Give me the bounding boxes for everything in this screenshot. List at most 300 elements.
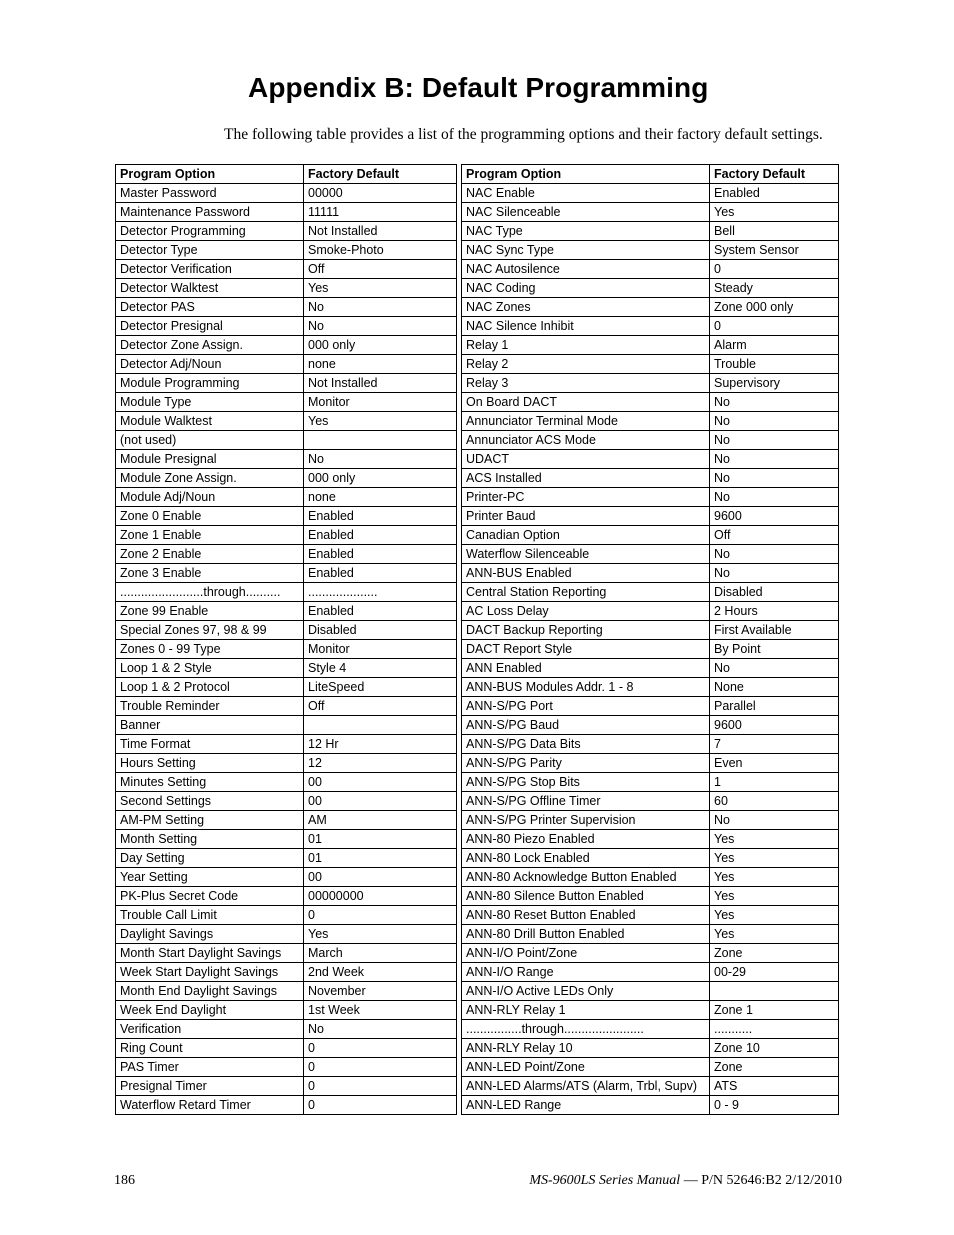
table-row — [462, 469, 839, 488]
factory-default-cell: No — [710, 431, 839, 450]
table-row — [462, 184, 839, 203]
factory-default-cell: 0 - 9 — [710, 1096, 839, 1115]
program-option-cell: Module Adj/Noun — [116, 488, 304, 507]
table-row — [462, 355, 839, 374]
table-row — [116, 868, 457, 887]
defaults-table-right — [461, 164, 839, 1115]
program-option-cell: ANN-I/O Active LEDs Only — [462, 982, 710, 1001]
factory-default-cell: 000 only — [304, 469, 457, 488]
factory-default-cell: none — [304, 355, 457, 374]
factory-default-cell: No — [710, 659, 839, 678]
factory-default-cell: Zone 10 — [710, 1039, 839, 1058]
factory-default-cell: 01 — [304, 849, 457, 868]
program-option-cell: Zone 0 Enable — [116, 507, 304, 526]
program-option-cell: Detector PAS — [116, 298, 304, 317]
program-option-cell: Detector Verification — [116, 260, 304, 279]
table-row — [462, 925, 839, 944]
table-row — [116, 640, 457, 659]
table-row — [116, 1096, 457, 1115]
table-row — [116, 374, 457, 393]
table-row — [462, 298, 839, 317]
program-option-cell: Module Walktest — [116, 412, 304, 431]
program-option-cell: NAC Autosilence — [462, 260, 710, 279]
factory-default-cell: LiteSpeed — [304, 678, 457, 697]
manual-title: MS-9600LS Series Manual — [529, 1173, 681, 1188]
table-row — [116, 678, 457, 697]
table-row — [462, 830, 839, 849]
factory-default-cell: 00 — [304, 868, 457, 887]
table-row — [462, 507, 839, 526]
table-row — [116, 507, 457, 526]
table-row — [462, 659, 839, 678]
factory-default-cell: 00 — [304, 773, 457, 792]
factory-default-cell: Off — [304, 260, 457, 279]
factory-default-cell: Smoke-Photo — [304, 241, 457, 260]
table-row — [462, 1096, 839, 1115]
table-row — [116, 317, 457, 336]
table-row — [116, 735, 457, 754]
header-factory-default: Factory Default — [710, 165, 839, 184]
table-row — [116, 222, 457, 241]
table-row — [116, 1001, 457, 1020]
table-row — [462, 716, 839, 735]
program-option-cell: Printer Baud — [462, 507, 710, 526]
factory-default-cell — [304, 716, 457, 735]
factory-default-cell: Steady — [710, 279, 839, 298]
factory-default-cell: No — [710, 450, 839, 469]
table-row — [462, 412, 839, 431]
table-row — [462, 545, 839, 564]
defaults-table-left — [115, 164, 457, 1115]
program-option-cell: Detector Walktest — [116, 279, 304, 298]
table-row — [462, 260, 839, 279]
program-option-cell: Second Settings — [116, 792, 304, 811]
factory-default-cell: No — [304, 450, 457, 469]
table-row — [116, 887, 457, 906]
factory-default-cell: 00000000 — [304, 887, 457, 906]
program-option-cell: ANN-S/PG Parity — [462, 754, 710, 773]
table-row — [462, 754, 839, 773]
table-row — [116, 963, 457, 982]
table-row — [462, 564, 839, 583]
header-program-option: Program Option — [116, 165, 304, 184]
factory-default-cell: Yes — [710, 925, 839, 944]
program-option-cell: NAC Zones — [462, 298, 710, 317]
table-row — [462, 773, 839, 792]
factory-default-cell: Enabled — [304, 602, 457, 621]
table-row — [116, 602, 457, 621]
table-row — [462, 393, 839, 412]
program-option-cell: Module Presignal — [116, 450, 304, 469]
factory-default-cell: 000 only — [304, 336, 457, 355]
program-option-cell: Waterflow Retard Timer — [116, 1096, 304, 1115]
factory-default-cell: Zone — [710, 1058, 839, 1077]
factory-default-cell: 0 — [304, 1096, 457, 1115]
factory-default-cell: November — [304, 982, 457, 1001]
factory-default-cell: No — [304, 1020, 457, 1039]
table-row — [462, 450, 839, 469]
program-option-cell: Zone 99 Enable — [116, 602, 304, 621]
program-option-cell: ANN-RLY Relay 10 — [462, 1039, 710, 1058]
program-option-cell: ANN-LED Alarms/ATS (Alarm, Trbl, Supv) — [462, 1077, 710, 1096]
factory-default-cell: No — [710, 488, 839, 507]
table-row — [462, 336, 839, 355]
table-row — [462, 1039, 839, 1058]
table-row — [116, 773, 457, 792]
program-option-cell: Day Setting — [116, 849, 304, 868]
factory-default-cell: Style 4 — [304, 659, 457, 678]
table-row — [462, 811, 839, 830]
table-row — [462, 963, 839, 982]
program-option-cell: Ring Count — [116, 1039, 304, 1058]
table-row — [116, 203, 457, 222]
table-row — [116, 488, 457, 507]
program-option-cell: Verification — [116, 1020, 304, 1039]
table-row — [462, 792, 839, 811]
program-option-cell: Week Start Daylight Savings — [116, 963, 304, 982]
table-row — [116, 393, 457, 412]
table-row — [116, 925, 457, 944]
program-option-cell: ANN-S/PG Stop Bits — [462, 773, 710, 792]
table-row — [116, 241, 457, 260]
program-option-cell: Detector Programming — [116, 222, 304, 241]
factory-default-cell: Monitor — [304, 393, 457, 412]
program-option-cell: ANN Enabled — [462, 659, 710, 678]
program-option-cell: Presignal Timer — [116, 1077, 304, 1096]
program-option-cell: Module Programming — [116, 374, 304, 393]
program-option-cell: ........................through.......... — [116, 583, 304, 602]
table-row — [462, 678, 839, 697]
table-row — [462, 1001, 839, 1020]
factory-default-cell: 0 — [304, 906, 457, 925]
factory-default-cell: 0 — [710, 260, 839, 279]
table-row — [462, 944, 839, 963]
table-row — [116, 830, 457, 849]
program-option-cell: Maintenance Password — [116, 203, 304, 222]
table-row — [462, 488, 839, 507]
program-option-cell: On Board DACT — [462, 393, 710, 412]
table-header-row — [462, 165, 839, 184]
table-row — [462, 640, 839, 659]
factory-default-cell: none — [304, 488, 457, 507]
program-option-cell: ANN-RLY Relay 1 — [462, 1001, 710, 1020]
program-option-cell: Central Station Reporting — [462, 583, 710, 602]
program-option-cell: ANN-S/PG Data Bits — [462, 735, 710, 754]
factory-default-cell: 60 — [710, 792, 839, 811]
table-row — [462, 868, 839, 887]
table-row — [116, 583, 457, 602]
table-row — [116, 1077, 457, 1096]
factory-default-cell: No — [304, 298, 457, 317]
table-row — [116, 754, 457, 773]
program-option-cell: Daylight Savings — [116, 925, 304, 944]
factory-default-cell: Yes — [710, 830, 839, 849]
factory-default-cell — [304, 431, 457, 450]
program-option-cell: Loop 1 & 2 Protocol — [116, 678, 304, 697]
part-number: — P/N 52646:B2 2/12/2010 — [680, 1173, 842, 1188]
program-option-cell: ANN-I/O Point/Zone — [462, 944, 710, 963]
program-option-cell: Detector Presignal — [116, 317, 304, 336]
factory-default-cell: Yes — [710, 868, 839, 887]
table-row — [462, 1058, 839, 1077]
factory-default-cell: First Available — [710, 621, 839, 640]
program-option-cell: Annunciator ACS Mode — [462, 431, 710, 450]
program-option-cell: Module Zone Assign. — [116, 469, 304, 488]
table-row — [116, 260, 457, 279]
factory-default-cell: Yes — [304, 412, 457, 431]
table-row — [462, 583, 839, 602]
factory-default-cell: 7 — [710, 735, 839, 754]
factory-default-cell: 1 — [710, 773, 839, 792]
table-row — [462, 906, 839, 925]
factory-default-cell: Trouble — [710, 355, 839, 374]
factory-default-cell: .................... — [304, 583, 457, 602]
table-header-row — [116, 165, 457, 184]
table-row — [116, 1058, 457, 1077]
program-option-cell: ANN-BUS Modules Addr. 1 - 8 — [462, 678, 710, 697]
factory-default-cell: None — [710, 678, 839, 697]
program-option-cell: NAC Coding — [462, 279, 710, 298]
intro-paragraph: The following table provides a list of the programming options and their factory default settings. — [224, 126, 823, 143]
program-option-cell: ANN-80 Piezo Enabled — [462, 830, 710, 849]
table-row — [462, 374, 839, 393]
table-row — [462, 317, 839, 336]
table-row — [116, 906, 457, 925]
factory-default-cell: Yes — [304, 925, 457, 944]
factory-default-cell: 12 Hr — [304, 735, 457, 754]
program-option-cell: Detector Adj/Noun — [116, 355, 304, 374]
factory-default-cell: Yes — [710, 906, 839, 925]
table-row — [116, 450, 457, 469]
program-option-cell: Week End Daylight — [116, 1001, 304, 1020]
table-row — [116, 298, 457, 317]
factory-default-cell: 01 — [304, 830, 457, 849]
factory-default-cell: ATS — [710, 1077, 839, 1096]
factory-default-cell: Yes — [710, 849, 839, 868]
table-row — [116, 279, 457, 298]
program-option-cell: ANN-S/PG Offline Timer — [462, 792, 710, 811]
table-row — [116, 412, 457, 431]
factory-default-cell: 00 — [304, 792, 457, 811]
factory-default-cell: March — [304, 944, 457, 963]
program-option-cell: Time Format — [116, 735, 304, 754]
program-option-cell: Banner — [116, 716, 304, 735]
factory-default-cell: Not Installed — [304, 222, 457, 241]
factory-default-cell: Not Installed — [304, 374, 457, 393]
table-row — [462, 241, 839, 260]
program-option-cell: Special Zones 97, 98 & 99 — [116, 621, 304, 640]
program-option-cell: Year Setting — [116, 868, 304, 887]
factory-default-cell: 1st Week — [304, 1001, 457, 1020]
factory-default-cell: Zone — [710, 944, 839, 963]
factory-default-cell: Alarm — [710, 336, 839, 355]
program-option-cell: ANN-LED Point/Zone — [462, 1058, 710, 1077]
table-row — [462, 849, 839, 868]
factory-default-cell: Bell — [710, 222, 839, 241]
factory-default-cell: 00000 — [304, 184, 457, 203]
table-row — [462, 982, 839, 1001]
header-program-option: Program Option — [462, 165, 710, 184]
program-option-cell: NAC Type — [462, 222, 710, 241]
table-row — [462, 602, 839, 621]
table-row — [462, 526, 839, 545]
program-option-cell: Month Start Daylight Savings — [116, 944, 304, 963]
program-option-cell: DACT Report Style — [462, 640, 710, 659]
program-option-cell: Hours Setting — [116, 754, 304, 773]
program-option-cell: Waterflow Silenceable — [462, 545, 710, 564]
program-option-cell: Loop 1 & 2 Style — [116, 659, 304, 678]
table-row — [116, 469, 457, 488]
program-option-cell: (not used) — [116, 431, 304, 450]
program-option-cell: Trouble Call Limit — [116, 906, 304, 925]
program-option-cell: NAC Silenceable — [462, 203, 710, 222]
factory-default-cell: 0 — [710, 317, 839, 336]
factory-default-cell: Enabled — [304, 526, 457, 545]
table-row — [116, 811, 457, 830]
factory-default-cell: No — [304, 317, 457, 336]
factory-default-cell: System Sensor — [710, 241, 839, 260]
footer-manual-info — [529, 1173, 842, 1189]
program-option-cell: ANN-80 Lock Enabled — [462, 849, 710, 868]
factory-default-cell: No — [710, 469, 839, 488]
program-option-cell: Month End Daylight Savings — [116, 982, 304, 1001]
table-row — [116, 1020, 457, 1039]
factory-default-cell: ........... — [710, 1020, 839, 1039]
factory-default-cell: By Point — [710, 640, 839, 659]
program-option-cell: Zones 0 - 99 Type — [116, 640, 304, 659]
factory-default-cell: 00-29 — [710, 963, 839, 982]
factory-default-cell: No — [710, 545, 839, 564]
factory-default-cell: Yes — [304, 279, 457, 298]
program-option-cell: NAC Silence Inhibit — [462, 317, 710, 336]
table-row — [462, 203, 839, 222]
program-option-cell: Month Setting — [116, 830, 304, 849]
program-option-cell: NAC Enable — [462, 184, 710, 203]
program-option-cell: ANN-80 Drill Button Enabled — [462, 925, 710, 944]
table-row — [116, 545, 457, 564]
factory-default-cell: 2nd Week — [304, 963, 457, 982]
factory-default-cell: Disabled — [710, 583, 839, 602]
table-row — [462, 1077, 839, 1096]
program-option-cell: ANN-LED Range — [462, 1096, 710, 1115]
program-option-cell: Printer-PC — [462, 488, 710, 507]
program-option-cell: ANN-80 Silence Button Enabled — [462, 887, 710, 906]
program-option-cell: Zone 1 Enable — [116, 526, 304, 545]
program-option-cell: ANN-S/PG Printer Supervision — [462, 811, 710, 830]
program-option-cell: ANN-S/PG Port — [462, 697, 710, 716]
table-row — [116, 944, 457, 963]
factory-default-cell: Off — [304, 697, 457, 716]
factory-default-cell: Enabled — [710, 184, 839, 203]
program-option-cell: Zone 3 Enable — [116, 564, 304, 583]
factory-default-cell: No — [710, 811, 839, 830]
program-option-cell: Zone 2 Enable — [116, 545, 304, 564]
program-option-cell: Trouble Reminder — [116, 697, 304, 716]
page-number: 186 — [114, 1173, 135, 1188]
factory-default-cell: Zone 1 — [710, 1001, 839, 1020]
program-option-cell: UDACT — [462, 450, 710, 469]
factory-default-cell: Parallel — [710, 697, 839, 716]
table-row — [116, 716, 457, 735]
factory-default-cell: 0 — [304, 1077, 457, 1096]
program-option-cell: PAS Timer — [116, 1058, 304, 1077]
page-title: Appendix B: Default Programming — [248, 72, 709, 103]
program-option-cell: Detector Zone Assign. — [116, 336, 304, 355]
table-row — [462, 621, 839, 640]
table-row — [116, 621, 457, 640]
table-row — [116, 792, 457, 811]
table-row — [462, 431, 839, 450]
factory-default-cell: Even — [710, 754, 839, 773]
program-option-cell: Relay 1 — [462, 336, 710, 355]
factory-default-cell: 0 — [304, 1058, 457, 1077]
factory-default-cell: 9600 — [710, 716, 839, 735]
factory-default-cell: Disabled — [304, 621, 457, 640]
program-option-cell: AM-PM Setting — [116, 811, 304, 830]
factory-default-cell: Enabled — [304, 545, 457, 564]
program-option-cell: Minutes Setting — [116, 773, 304, 792]
header-factory-default: Factory Default — [304, 165, 457, 184]
table-row — [116, 431, 457, 450]
table-row — [116, 564, 457, 583]
program-option-cell: ANN-80 Reset Button Enabled — [462, 906, 710, 925]
factory-default-cell: Monitor — [304, 640, 457, 659]
table-row — [116, 697, 457, 716]
table-row — [116, 1039, 457, 1058]
table-row — [462, 735, 839, 754]
table-row — [116, 336, 457, 355]
factory-default-cell: Zone 000 only — [710, 298, 839, 317]
table-row — [462, 222, 839, 241]
program-option-cell: PK-Plus Secret Code — [116, 887, 304, 906]
factory-default-cell: Yes — [710, 887, 839, 906]
factory-default-cell: Supervisory — [710, 374, 839, 393]
program-option-cell: AC Loss Delay — [462, 602, 710, 621]
table-row — [116, 982, 457, 1001]
program-option-cell: Relay 2 — [462, 355, 710, 374]
factory-default-cell: 11111 — [304, 203, 457, 222]
table-row — [116, 526, 457, 545]
factory-default-cell: Enabled — [304, 564, 457, 583]
program-option-cell: Relay 3 — [462, 374, 710, 393]
table-row — [462, 697, 839, 716]
factory-default-cell: No — [710, 564, 839, 583]
program-option-cell: Module Type — [116, 393, 304, 412]
factory-default-cell — [710, 982, 839, 1001]
factory-default-cell: AM — [304, 811, 457, 830]
program-option-cell: ANN-I/O Range — [462, 963, 710, 982]
factory-default-cell: No — [710, 412, 839, 431]
factory-default-cell: No — [710, 393, 839, 412]
program-option-cell: Detector Type — [116, 241, 304, 260]
program-option-cell: ................through....................... — [462, 1020, 710, 1039]
table-row — [462, 887, 839, 906]
program-option-cell: ACS Installed — [462, 469, 710, 488]
program-option-cell: Master Password — [116, 184, 304, 203]
factory-default-cell: 9600 — [710, 507, 839, 526]
factory-default-cell: Off — [710, 526, 839, 545]
program-option-cell: ANN-80 Acknowledge Button Enabled — [462, 868, 710, 887]
factory-default-cell: Yes — [710, 203, 839, 222]
factory-default-cell: 0 — [304, 1039, 457, 1058]
program-option-cell: DACT Backup Reporting — [462, 621, 710, 640]
table-row — [116, 659, 457, 678]
program-option-cell: Canadian Option — [462, 526, 710, 545]
program-option-cell: Annunciator Terminal Mode — [462, 412, 710, 431]
table-row — [116, 355, 457, 374]
table-row — [116, 184, 457, 203]
factory-default-cell: Enabled — [304, 507, 457, 526]
